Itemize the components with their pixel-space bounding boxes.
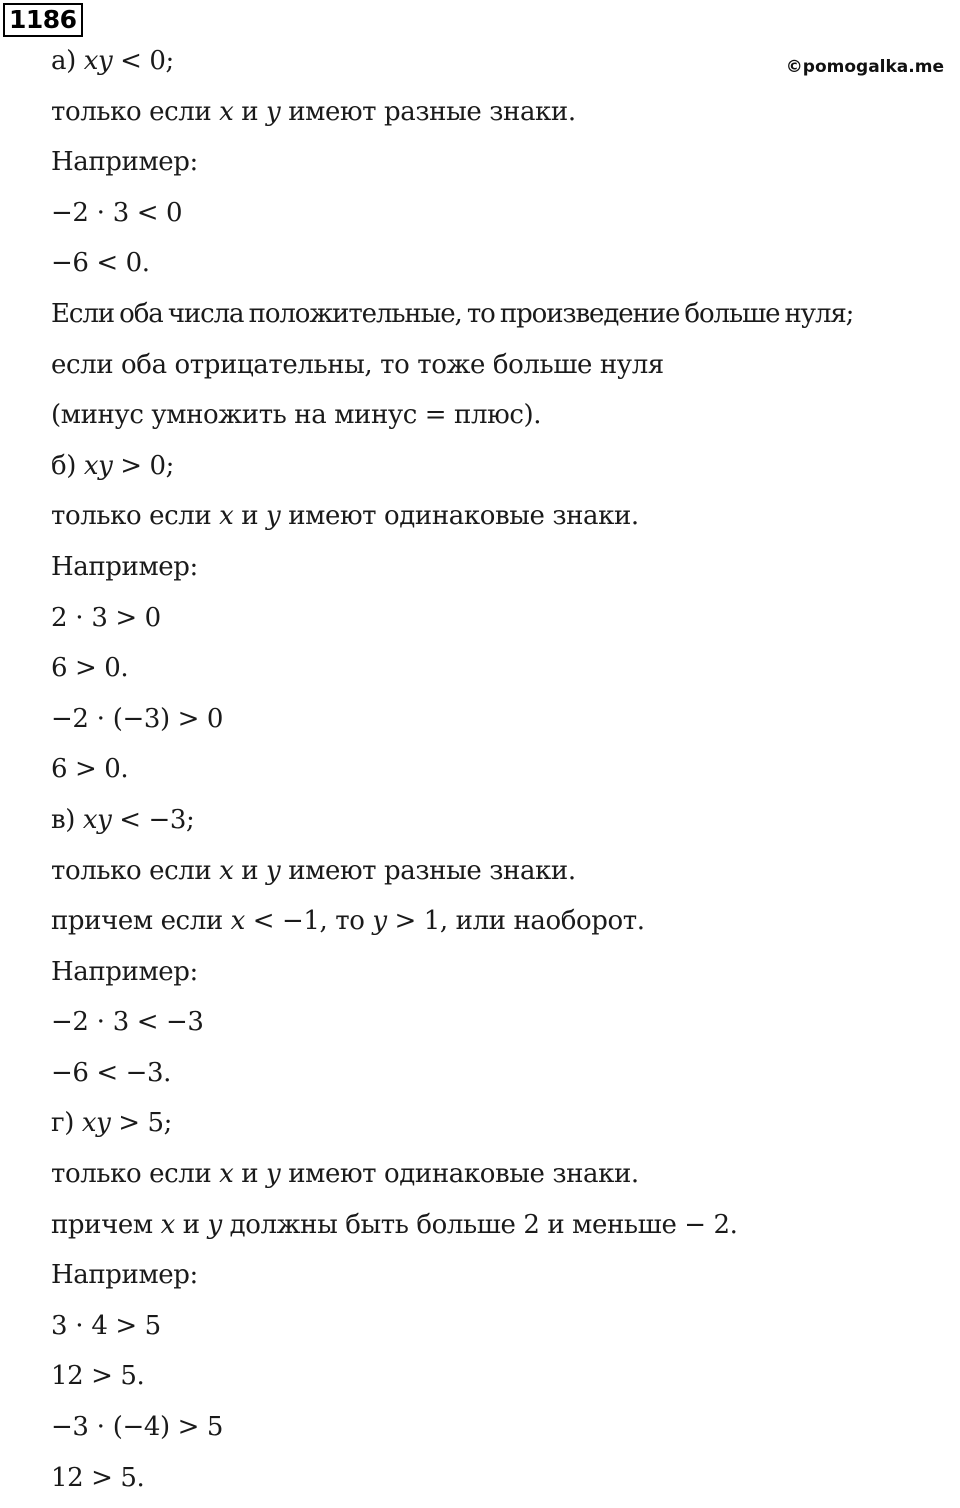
text-line: Например: [51, 551, 198, 582]
formula-line: 2 ⋅ 3 > 0 [51, 602, 161, 633]
formula-line: −3 ⋅ (−4) > 5 [51, 1412, 224, 1443]
formula-line: −2 ⋅ 3 < 0 [51, 197, 183, 228]
formula-line: −2 ⋅ 3 < −3 [51, 1007, 204, 1038]
text-line: (минус умножить на минус = плюс). [51, 400, 542, 431]
formula-line: −2 ⋅ (−3) > 0 [51, 703, 224, 734]
part-c-header: в) 𝑥𝑦 < −3; [51, 804, 195, 835]
formula-line: 12 > 5. [51, 1462, 145, 1493]
text-line: только если 𝑥 и 𝑦 имеют разные знаки. [51, 96, 576, 127]
part-b-header: б) 𝑥𝑦 > 0; [51, 450, 175, 481]
problem-number: 1186 [3, 3, 83, 37]
text-line: Если оба числа положительные, то произведение больше нуля; [51, 298, 854, 329]
text-line: если оба отрицательны, то тоже больше нуля [51, 349, 664, 380]
formula-line: −6 < −3. [51, 1057, 172, 1088]
text-line: Например: [51, 1260, 198, 1291]
text-line: Например: [51, 956, 198, 987]
watermark: ©pomogalka.me [785, 57, 944, 77]
text-line: причем 𝑥 и 𝑦 должны быть больше 2 и меньше − 2. [51, 1209, 738, 1240]
text-line: только если 𝑥 и 𝑦 имеют одинаковые знаки. [51, 1159, 639, 1190]
formula-line: 6 > 0. [51, 653, 129, 684]
part-a-header: а) 𝑥𝑦 < 0; [51, 46, 174, 76]
text-line: Например: [51, 147, 198, 178]
formula-line: −6 < 0. [51, 248, 150, 279]
formula-line: 6 > 0. [51, 754, 129, 785]
part-d-header: г) 𝑥𝑦 > 5; [51, 1108, 172, 1139]
text-line: причем если 𝑥 < −1, то 𝑦 > 1, или наоборот. [51, 906, 645, 937]
text-line: только если 𝑥 и 𝑦 имеют одинаковые знаки. [51, 501, 639, 532]
text-line: только если 𝑥 и 𝑦 имеют разные знаки. [51, 855, 576, 886]
formula-line: 3 ⋅ 4 > 5 [51, 1310, 161, 1341]
solution-text [51, 41, 853, 1508]
formula-line: 12 > 5. [51, 1361, 145, 1392]
